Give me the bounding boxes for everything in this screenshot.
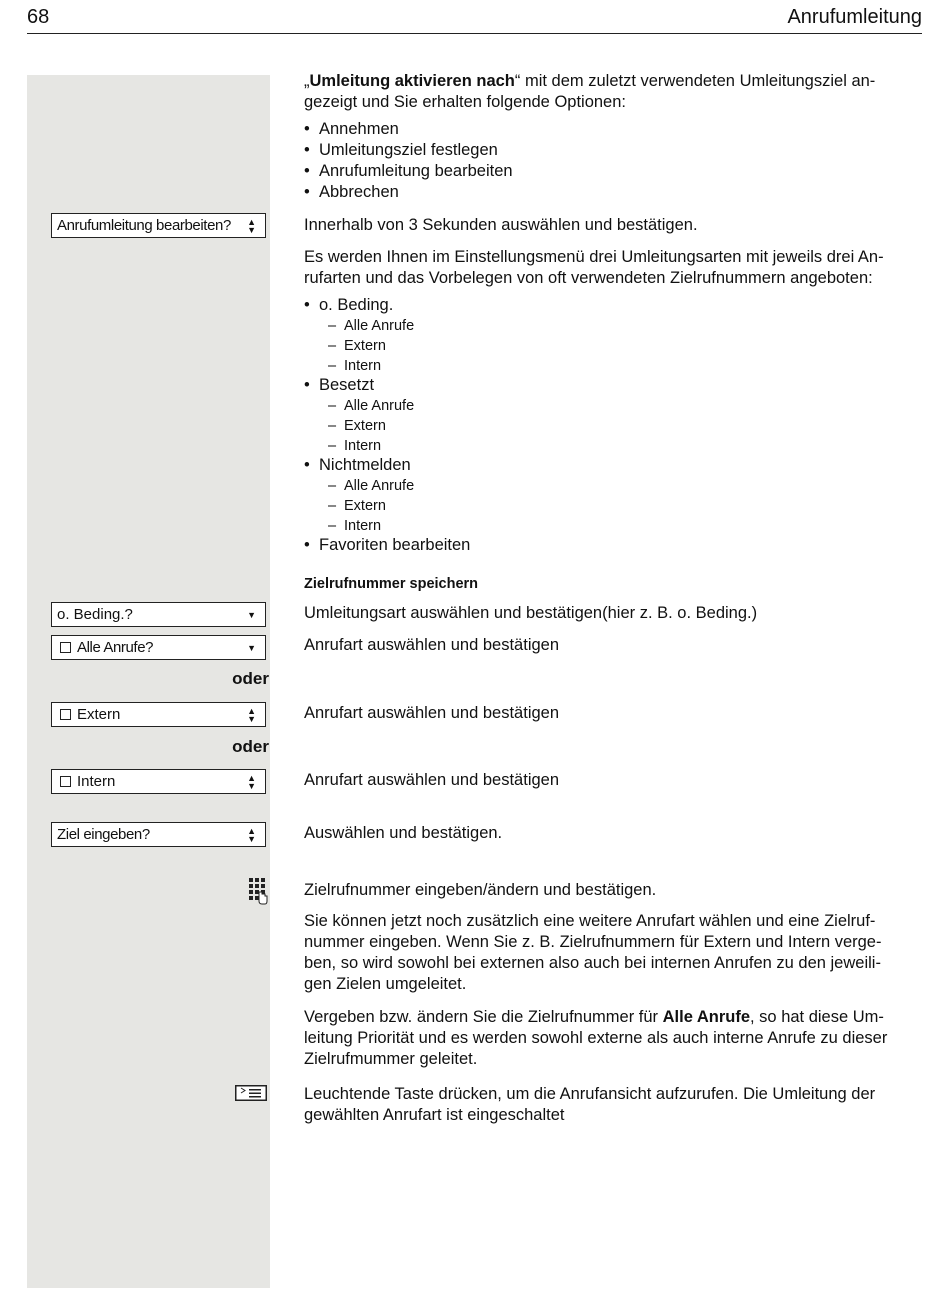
step-text: Zielrufnummer eingeben/ändern und bestätigen. — [304, 881, 657, 899]
up-down-arrow-icon: ▲ ▼ — [247, 772, 256, 791]
sub-list-item: – Intern — [328, 518, 382, 534]
sub-list-item: – Intern — [328, 358, 382, 374]
menu-item-enter-target[interactable]: Ziel eingeben? ▲ ▼ — [51, 822, 266, 847]
list-item: • Abbrechen — [304, 183, 399, 201]
step-text: Auswählen und bestätigen. — [304, 824, 503, 842]
page-title: Anrufumleitung — [787, 6, 922, 28]
oder-label: oder — [232, 737, 269, 756]
keypad-icon — [248, 877, 268, 905]
priority-paragraph: Vergeben bzw. ändern Sie die Zielrufnummer für Alle Anrufe, so hat diese Um- leitung Priorität und es werden sowohl externe als auch interne Anrufe zu dieser Zielrufmummer geleitet. — [304, 1008, 888, 1068]
menu-item-unconditional[interactable]: o. Beding.? ▼ — [51, 602, 266, 627]
menu-item-edit-forwarding[interactable]: Anrufumleitung bearbeiten? ▲ ▼ — [51, 213, 266, 238]
up-down-arrow-icon: ▲ ▼ — [247, 825, 256, 844]
settings-paragraph: Es werden Ihnen im Einstellungsmenü drei Umleitungsarten mit jeweils drei An- rufarten und das Vorbelegen von oft verwendeten Zielrufnummern angeboten: — [304, 248, 884, 287]
checkbox-icon — [60, 776, 71, 787]
intro-paragraph: „Umleitung aktivieren nach“ mit dem zuletzt verwendeten Umleitungsziel an- gezeigt und Sie erhalten folgende Optionen: — [304, 72, 876, 111]
menu-key-icon — [235, 1085, 267, 1101]
checkbox-icon — [60, 709, 71, 720]
sub-list-item: – Extern — [328, 418, 386, 434]
menu-item-all-calls[interactable]: Alle Anrufe? ▼ — [51, 635, 266, 660]
up-down-arrow-icon: ▲ ▼ — [247, 216, 256, 235]
list-item: • Favoriten bearbeiten — [304, 536, 471, 554]
page-number: 68 — [27, 6, 50, 28]
step-text: Anrufart auswählen und bestätigen — [304, 704, 560, 722]
sub-list-item: – Intern — [328, 438, 382, 454]
list-item: • Anrufumleitung bearbeiten — [304, 162, 513, 180]
chevron-down-icon: ▼ — [247, 642, 256, 653]
step-text: Umleitungsart auswählen und bestätigen(hier z. B. o. Beding.) — [304, 604, 758, 622]
sub-list-item: – Alle Anrufe — [328, 398, 415, 414]
oder-label: oder — [232, 669, 269, 688]
list-item: • o. Beding. — [304, 296, 394, 314]
step-text: Anrufart auswählen und bestätigen — [304, 636, 560, 654]
section-heading: Zielrufnummer speichern — [304, 576, 479, 592]
sub-list-item: – Alle Anrufe — [328, 478, 415, 494]
final-paragraph: Leuchtende Taste drücken, um die Anrufansicht aufzurufen. Die Umleitung der gewählten Anrufart ist eingeschaltet — [304, 1085, 876, 1124]
additional-paragraph: Sie können jetzt noch zusätzlich eine weitere Anrufart wählen und eine Zielruf- nummer eingeben. Wenn Sie z. B. Zielrufnummern für Extern und Intern verge- ben, so wird sowohl bei externen also auch bei internen Anrufen zu den jeweili- gen Zielen umgeleitet. — [304, 912, 882, 993]
step-text: Anrufart auswählen und bestätigen — [304, 771, 560, 789]
list-item: • Umleitungsziel festlegen — [304, 141, 498, 159]
sub-list-item: – Extern — [328, 338, 386, 354]
header-rule — [27, 33, 922, 34]
sub-list-item: – Extern — [328, 498, 386, 514]
sub-list-item: – Alle Anrufe — [328, 318, 415, 334]
menu-item-external[interactable]: Extern ▲ ▼ — [51, 702, 266, 727]
step-text: Innerhalb von 3 Sekunden auswählen und bestätigen. — [304, 216, 698, 234]
up-down-arrow-icon: ▲ ▼ — [247, 705, 256, 724]
chevron-down-icon: ▼ — [247, 609, 256, 620]
list-item: • Nichtmelden — [304, 456, 411, 474]
intro-bold: Umleitung aktivieren nach — [309, 72, 515, 90]
list-item: • Besetzt — [304, 376, 375, 394]
checkbox-icon — [60, 642, 71, 653]
menu-item-internal[interactable]: Intern ▲ ▼ — [51, 769, 266, 794]
list-item: • Annehmen — [304, 120, 399, 138]
